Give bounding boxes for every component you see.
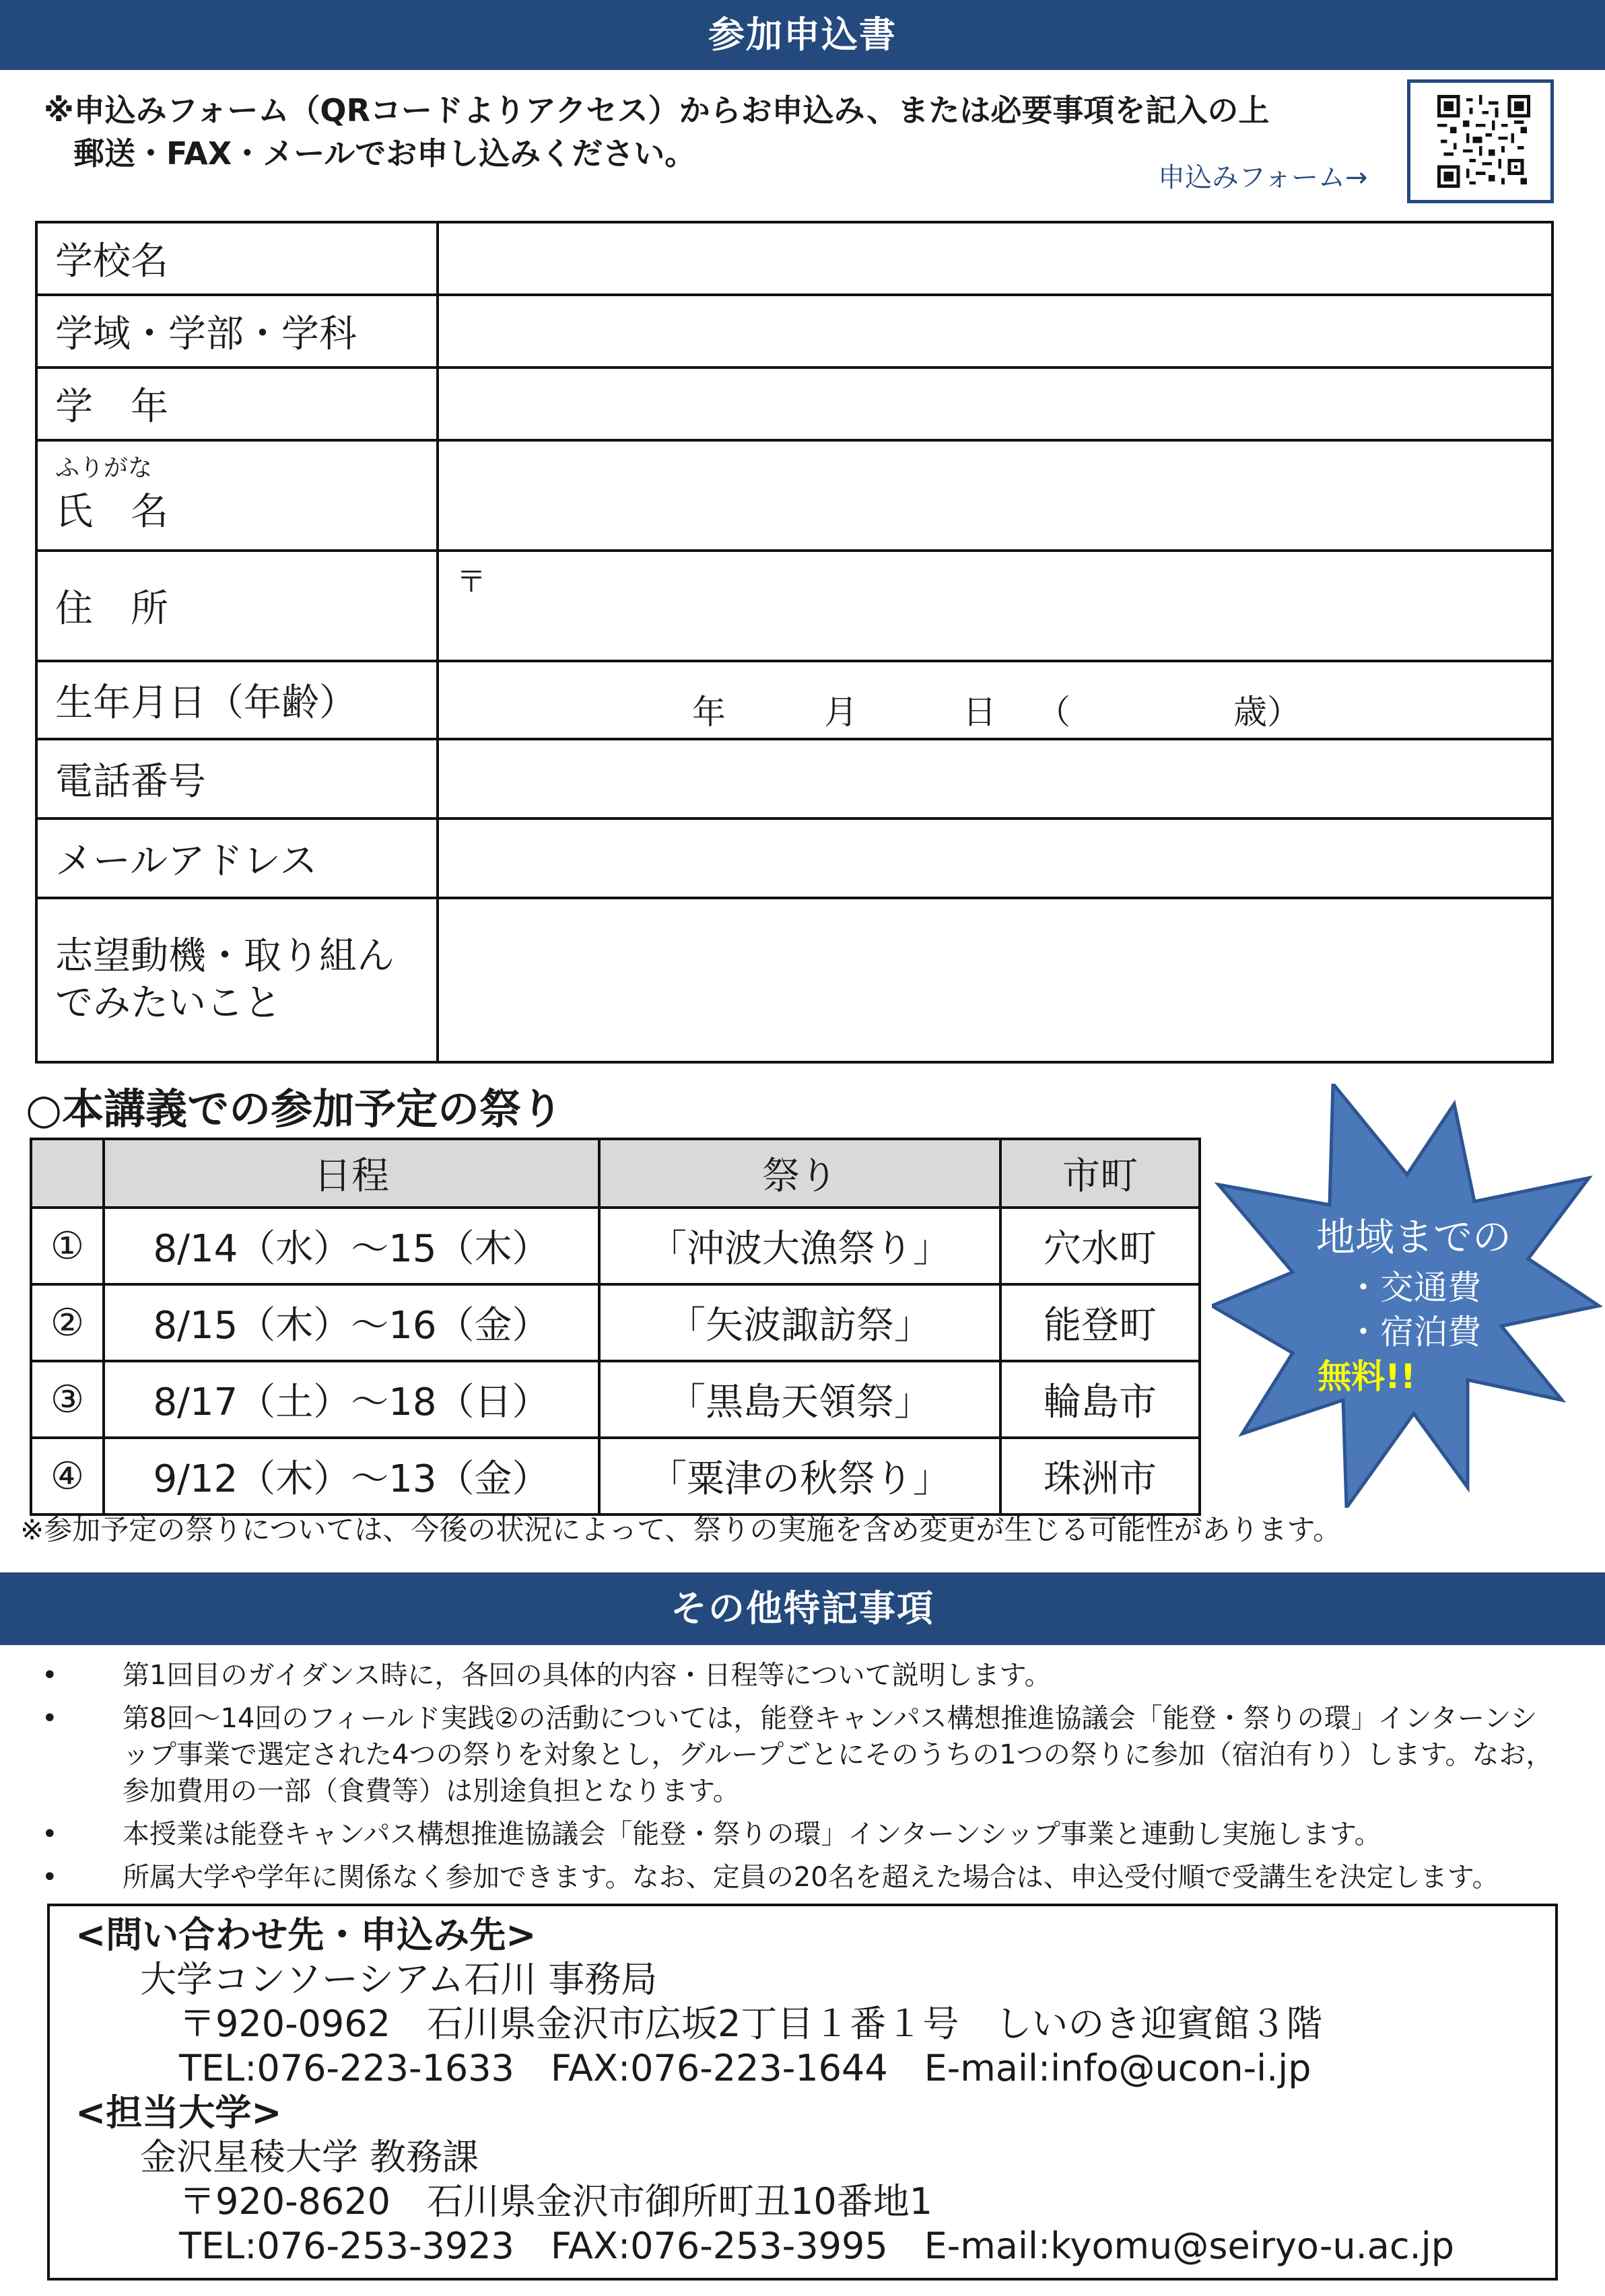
- age-label: 歳）: [1233, 693, 1301, 732]
- title-banner: [0, 0, 1605, 70]
- contact-tel: TEL:076-223-1633 FAX:076-223-1644 E-mail:info@ucon-i.jp: [179, 2047, 1311, 2089]
- festival-table: [30, 1138, 1201, 1516]
- festival-row: [31, 1438, 1200, 1515]
- university-address: 〒920-8620 石川県金沢市御所町丑10番地1: [179, 2180, 933, 2223]
- qr-code[interactable]: [1407, 79, 1554, 203]
- other-notes-list: [42, 1657, 1557, 1902]
- label-grade: 学 年: [36, 368, 438, 440]
- festival-town: 穴水町: [1000, 1208, 1200, 1284]
- festival-town: 輪島市: [1000, 1361, 1200, 1438]
- badge-line-3: ・宿泊費: [1346, 1313, 1481, 1352]
- birth-day-label: 日: [963, 693, 996, 732]
- festival-note: ※参加予定の祭りについては、今後の状況によって、祭りの実施を含め変更が生じる可能性があります。: [20, 1513, 1342, 1546]
- label-name: 氏 名: [55, 490, 168, 534]
- festival-row: [31, 1361, 1200, 1438]
- application-form: [35, 221, 1554, 1064]
- free-travel-badge: [1212, 1084, 1602, 1508]
- festival-section-title: ○本講義での参加予定の祭り: [26, 1084, 564, 1134]
- contact-org: 大学コンソーシアム石川 事務局: [140, 1958, 658, 2001]
- university-heading: <担当大学>: [75, 2091, 282, 2134]
- input-name[interactable]: [438, 440, 1552, 551]
- qr-code-icon: [1437, 95, 1530, 188]
- label-address: 住 所: [36, 551, 438, 661]
- festival-row: [31, 1208, 1200, 1284]
- list-item: • 所属大学や学年に関係なく参加できます。なお、定員の20名を超えた場合は、申込受付順で受講生を決定します。: [42, 1859, 1557, 1895]
- festival-no: ③: [31, 1361, 104, 1438]
- contact-heading: <問い合わせ先・申込み先>: [75, 1914, 537, 1956]
- label-faculty: 学域・学部・学科: [36, 295, 438, 368]
- label-motive-line-1: 志望動機・取り組ん: [55, 934, 395, 978]
- postal-mark: 〒: [456, 565, 486, 599]
- festival-row: [31, 1284, 1200, 1361]
- other-notes-title: その他特記事項: [671, 1587, 934, 1630]
- input-school[interactable]: [438, 222, 1552, 295]
- university-tel: TEL:076-253-3923 FAX:076-253-3995 E-mail:kyomu@seiryo-u.ac.jp: [179, 2225, 1455, 2267]
- intro-line-2: 郵送・FAX・メールでお申し込みください。: [73, 135, 696, 172]
- festival-header-name: 祭り: [599, 1139, 1000, 1208]
- badge-free-label: 無料!!: [1318, 1357, 1416, 1396]
- label-birthdate: 生年月日（年齢）: [36, 661, 438, 739]
- festival-town: 能登町: [1000, 1284, 1200, 1361]
- university-org: 金沢星稜大学 教務課: [140, 2136, 479, 2178]
- age-open-paren: （: [1037, 693, 1070, 732]
- festival-header-no: [31, 1139, 104, 1208]
- festival-no: ②: [31, 1284, 104, 1361]
- list-item: • 第8回～14回のフィールド実践②の活動については，能登キャンパス構想推進協議会「能登・祭りの環」インターンシップ事業で選定された4つの祭りを対象とし，グループごとにそのうちの1つの祭りに参加（宿泊有り）します。なお，参加費用の一部（食費等）は別途負担となります。: [42, 1700, 1557, 1809]
- birth-year-label: 年: [692, 693, 726, 732]
- festival-no: ①: [31, 1208, 104, 1284]
- label-email: メールアドレス: [36, 819, 438, 898]
- input-birthdate[interactable]: [438, 661, 1552, 739]
- other-notes-banner: [0, 1572, 1605, 1645]
- contact-box: [47, 1904, 1558, 2281]
- input-grade[interactable]: [438, 368, 1552, 440]
- label-school: 学校名: [36, 222, 438, 295]
- contact-address: 〒920-0962 石川県金沢市広坂2丁目１番１号 しいのき迎賓館３階: [179, 2003, 1323, 2045]
- input-address[interactable]: [438, 551, 1552, 661]
- festival-name: 「粟津の秋祭り」: [599, 1438, 1000, 1515]
- list-item: • 第1回目のガイダンス時に，各回の具体的内容・日程等について説明します。: [42, 1657, 1557, 1694]
- festival-name: 「沖波大漁祭り」: [599, 1208, 1000, 1284]
- input-phone[interactable]: [438, 739, 1552, 819]
- festival-date: 8/14（水）～15（木）: [104, 1208, 599, 1284]
- list-item: • 本授業は能登キャンパス構想推進協議会「能登・祭りの環」インターンシップ事業と連動し実施します。: [42, 1816, 1557, 1852]
- qr-form-link[interactable]: 申込みフォーム→: [1158, 162, 1368, 193]
- intro-line-1: ※申込みフォーム（QRコードよりアクセス）からお申込み、または必要事項を記入の上: [44, 92, 1270, 129]
- label-furigana: ふりがな: [55, 454, 153, 482]
- festival-name: 「矢波諏訪祭」: [599, 1284, 1000, 1361]
- label-motive-line-2: でみたいこと: [55, 981, 281, 1025]
- intro-text: [44, 89, 1269, 175]
- festival-no: ④: [31, 1438, 104, 1515]
- input-email[interactable]: [438, 819, 1552, 898]
- label-motive: [36, 898, 438, 1062]
- festival-header-date: 日程: [104, 1139, 599, 1208]
- badge-line-1: 地域までの: [1316, 1214, 1512, 1260]
- birth-month-label: 月: [824, 693, 858, 732]
- badge-line-2: ・交通費: [1346, 1268, 1481, 1307]
- festival-date: 9/12（木）～13（金）: [104, 1438, 599, 1515]
- label-name-cell: [36, 440, 438, 551]
- page-title: 参加申込書: [708, 13, 897, 56]
- festival-header-town: 市町: [1000, 1139, 1200, 1208]
- festival-town: 珠洲市: [1000, 1438, 1200, 1515]
- festival-name: 「黒島天領祭」: [599, 1361, 1000, 1438]
- festival-date: 8/15（木）～16（金）: [104, 1284, 599, 1361]
- input-motive[interactable]: [438, 898, 1552, 1062]
- input-faculty[interactable]: [438, 295, 1552, 368]
- label-phone: 電話番号: [36, 739, 438, 819]
- festival-date: 8/17（土）～18（日）: [104, 1361, 599, 1438]
